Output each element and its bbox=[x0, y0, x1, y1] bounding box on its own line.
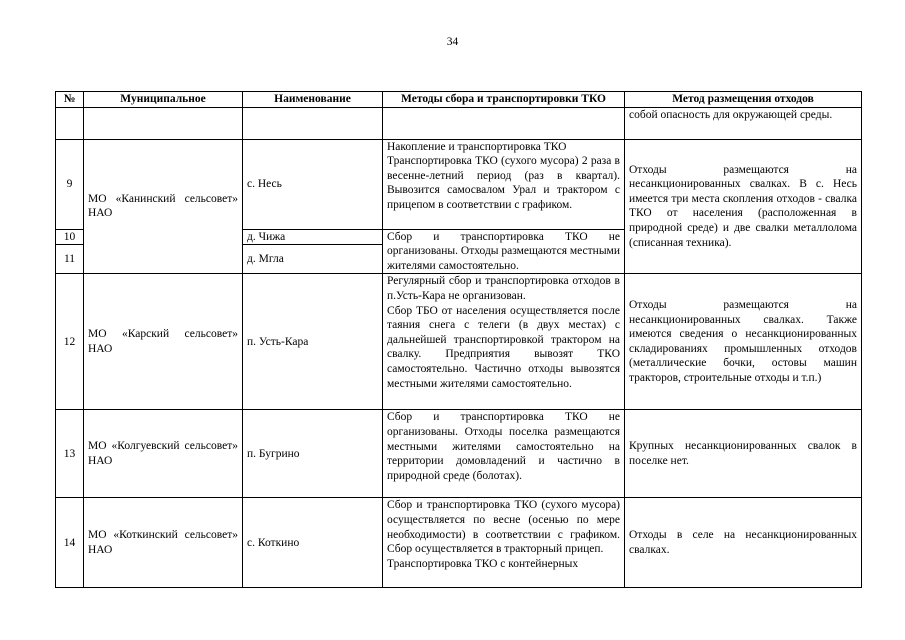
cont-collection bbox=[383, 107, 625, 139]
header-disposal: Метод размещения отходов bbox=[625, 92, 862, 108]
row-11-settlement: д. Мгла bbox=[243, 245, 383, 274]
header-municipality: Муниципальное bbox=[84, 92, 243, 108]
table-row-9 bbox=[56, 139, 862, 229]
cont-name bbox=[243, 107, 383, 139]
row-9-disposal: Отходы размещаются на несанкционированных свалках. В с. Несь имеется три места скопления отходов - свалка ТКО от населения (расположенная в природной среде) и две свалки металлолома (списанная техника). bbox=[625, 139, 862, 274]
row-9-collection-line2: Транспортировка ТКО (сухого мусора) 2 раза в весенне-летний период (раз в квартал). Вывозится самосвалом Урал и трактором с прицепом в соответствии с графиком. bbox=[387, 155, 620, 211]
table-row-12 bbox=[56, 274, 862, 410]
row-12-collection bbox=[383, 274, 625, 410]
table-row-14 bbox=[56, 498, 862, 588]
row-9-settlement: с. Несь bbox=[243, 139, 383, 229]
row-10-num: 10 bbox=[56, 229, 84, 245]
row-14-collection-line2: Транспортировка ТКО с контейнерных bbox=[387, 557, 579, 570]
row-13-disposal: Крупных несанкционированных свалок в поселке нет. bbox=[625, 410, 862, 498]
row-12-municipality: МО «Карский сельсовет» НАО bbox=[84, 274, 243, 410]
row-14-collection-line1: Сбор и транспортировка ТКО (сухого мусора) осуществляется по весне (осенью по мере необходимости) в соответствии с графиком. Сбор осуществляется в тракторный прицеп. bbox=[387, 499, 620, 556]
row-11-num: 11 bbox=[56, 245, 84, 274]
header-name: Наименование bbox=[243, 92, 383, 108]
table-row-13 bbox=[56, 410, 862, 498]
row-12-settlement: п. Усть-Кара bbox=[243, 274, 383, 410]
page-number: 34 bbox=[446, 36, 459, 48]
header-collection: Методы сбора и транспортировки ТКО bbox=[383, 92, 625, 108]
waste-table bbox=[55, 91, 862, 588]
row-9-collection bbox=[383, 139, 625, 229]
row-12-collection-line2: Сбор ТБО от населения осуществляется после таяния снега с телеги (в двух местах) с дальнейшей транспортировкой трактором на свалку. Предприятия вывозят ТКО самостоятельно. Частично отходы вывозятся местными жителями самостоятельно. bbox=[387, 304, 620, 390]
cont-num bbox=[56, 107, 84, 139]
row-14-disposal: Отходы в селе на несанкционированных свалках. bbox=[625, 498, 862, 588]
row-14-collection bbox=[383, 498, 625, 588]
row-9-collection-line1: Накопление и транспортировка ТКО bbox=[387, 140, 567, 153]
row-12-collection-line1: Регулярный сбор и транспортировка отходов в п.Усть-Кара не организован. bbox=[387, 275, 620, 302]
header-num: № bbox=[56, 92, 84, 108]
row-12-num: 12 bbox=[56, 274, 84, 410]
row-13-num: 13 bbox=[56, 410, 84, 498]
row-13-collection: Сбор и транспортировка ТКО не организованы. Отходы поселка размещаются местными жителями самостоятельно на территории домовладений и частично в природной среде (болотах). bbox=[383, 410, 625, 498]
row-13-settlement: п. Бугрино bbox=[243, 410, 383, 498]
cont-municipality bbox=[84, 107, 243, 139]
row-9-municipality: МО «Канинский сельсовет» НАО bbox=[84, 139, 243, 274]
row-14-num: 14 bbox=[56, 498, 84, 588]
row-10-collection: Сбор и транспортировка ТКО не организованы. Отходы размещаются местными жителями самостоятельно. bbox=[383, 229, 625, 274]
row-13-municipality: МО «Колгуевский сельсовет» НАО bbox=[84, 410, 243, 498]
row-14-settlement: с. Коткино bbox=[243, 498, 383, 588]
table-row-continuation bbox=[56, 107, 862, 139]
row-12-disposal: Отходы размещаются на несанкционированных свалках. Также имеются сведения о несанкционированных складированиях промышленных отходов (металлические бочки, остовы машин тракторов, строительные отходы и т.п.) bbox=[625, 274, 862, 410]
cont-disposal: собой опасность для окружающей среды. bbox=[625, 107, 862, 139]
row-9-num: 9 bbox=[56, 139, 84, 229]
row-14-municipality: МО «Коткинский сельсовет» НАО bbox=[84, 498, 243, 588]
table-header-row bbox=[56, 92, 862, 108]
row-10-settlement: д. Чижа bbox=[243, 229, 383, 245]
